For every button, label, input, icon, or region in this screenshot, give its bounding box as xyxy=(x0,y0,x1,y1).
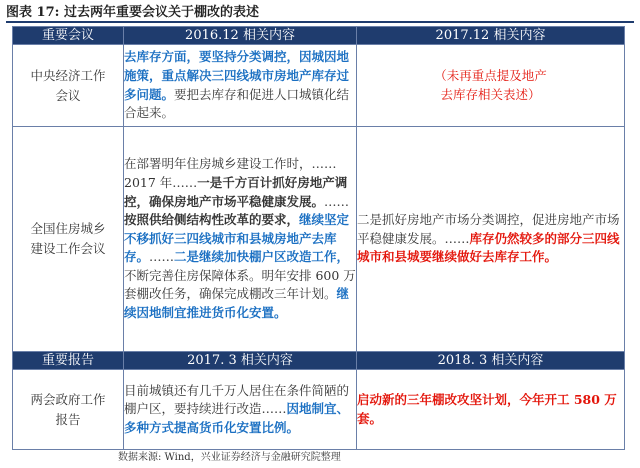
header-report: 重要报告 xyxy=(13,352,124,370)
highlight-red: 库存仍然较多的部分三四线城市和县城要继续做好去库存工作。 xyxy=(357,230,620,265)
bold-text: 按照供给侧结构性改革的要求， xyxy=(124,212,300,228)
source-note: 数据来源: Wind，兴业证券经济与金融研究院整理 xyxy=(118,452,341,463)
figure-title: 图表 17: 过去两年重要会议关于棚改的表述 xyxy=(6,5,259,20)
header-2016: 2016.12 相关内容 xyxy=(124,27,357,45)
row-label-gov xyxy=(13,370,124,450)
cell-central-2016 xyxy=(124,45,357,127)
cell-housing-2017 xyxy=(357,127,625,352)
table-row-gov xyxy=(13,370,625,450)
highlight-red: 启动新的三年棚改攻坚计划，今年开工 580 万套。 xyxy=(357,391,617,426)
plain-text: 要把去库存和促进人口城镇化结合起来。 xyxy=(124,86,350,121)
header-meeting: 重要会议 xyxy=(13,27,124,45)
cell-gov-2017 xyxy=(124,370,357,450)
plain-text: …… xyxy=(324,193,350,209)
table-header-reports xyxy=(13,352,625,370)
row-label-housing xyxy=(13,127,124,352)
label-line: 两会政府工作 xyxy=(30,391,106,407)
plain-text: 二是抓好房地产市场分类调控，促进房地产市场平稳健康发展。…… xyxy=(357,212,620,246)
plain-text: 在部署明年住房城乡建设工作时，……2017 年…… xyxy=(124,156,337,190)
table-row-central xyxy=(13,45,625,127)
plain-text: 不断完善住房保障体系。明年安排 600 万套棚改任务，确保完成棚改三年计划。 xyxy=(124,267,356,302)
title-rule xyxy=(6,21,634,23)
highlight-blue: 继续坚定不移抓好三四线城市和县城房地产去库存。 xyxy=(124,212,350,265)
highlight-blue: 去库存方面，要坚持分类调控，因城因地施策，重点解决三四线城市房地产库存过多问题。 xyxy=(124,49,350,102)
bold-text: 一是千方百计抓好房地产调控，确保房地产市场平稳健康发展。 xyxy=(124,174,348,209)
label-line: 中央经济工作 xyxy=(30,67,106,83)
note-line: 去库存相关表述） xyxy=(440,86,541,102)
plain-text: 目前城镇还有几千万人居住在条件简陋的棚户区，要持续进行改造…… xyxy=(124,382,350,417)
label-line: 建设工作会议 xyxy=(30,241,106,256)
cell-housing-2016 xyxy=(124,127,357,352)
header-2018-3: 2018. 3 相关内容 xyxy=(357,352,625,370)
highlight-blue: 二是继续加快棚户区改造工作， xyxy=(174,249,350,265)
highlight-blue: 继续因地制宜推进货币化安置。 xyxy=(124,286,350,321)
label-line: 全国住房城乡 xyxy=(30,221,106,236)
row-label-central xyxy=(13,45,124,127)
highlight-blue: 因地制宜、多种方式提高货币化安置比例。 xyxy=(124,401,350,435)
plain-text: …… xyxy=(149,249,175,265)
label-line: 会议 xyxy=(55,87,81,103)
table-header-meetings xyxy=(13,27,625,45)
meetings-table xyxy=(12,26,625,450)
header-2017: 2017.12 相关内容 xyxy=(357,27,625,45)
note-line: （未再重点提及地产 xyxy=(434,67,547,83)
label-line: 报告 xyxy=(55,411,81,427)
cell-gov-2018 xyxy=(357,370,625,450)
cell-central-2017 xyxy=(357,45,625,127)
table-row-housing xyxy=(13,127,625,352)
header-2017-3: 2017. 3 相关内容 xyxy=(124,352,357,370)
